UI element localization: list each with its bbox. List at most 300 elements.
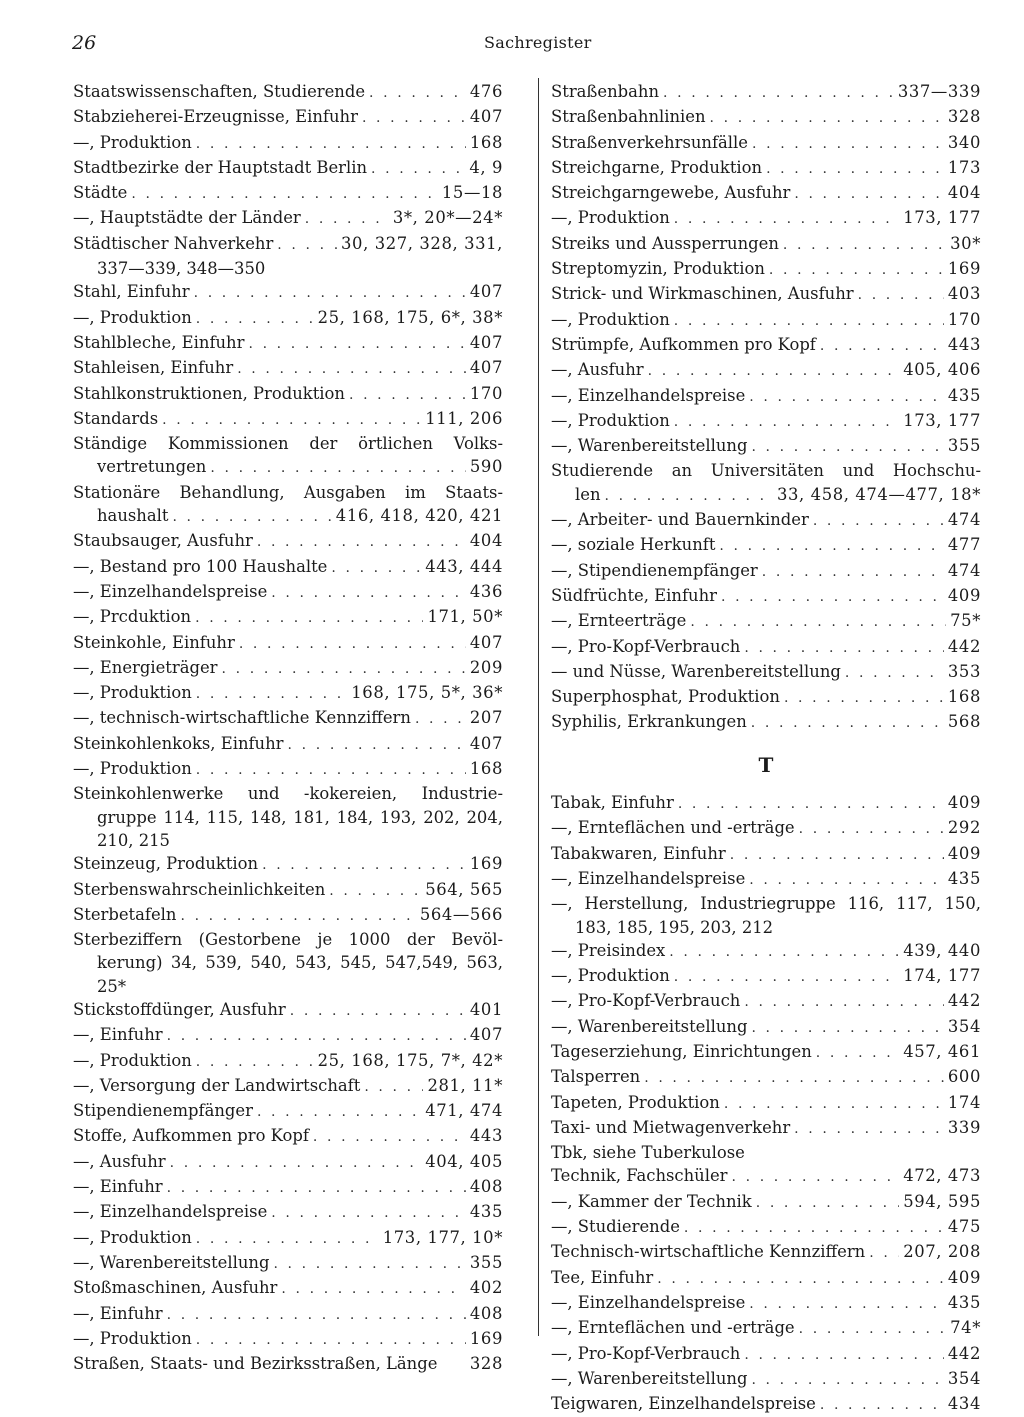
dot-leader <box>730 844 944 867</box>
dot-leader <box>820 1394 944 1417</box>
entry-term: Syphilis, Erkrankungen <box>551 712 747 732</box>
dot-leader <box>313 1126 466 1149</box>
entry-term: Stoßmaschinen, Ausfuhr <box>73 1278 278 1298</box>
dot-leader <box>663 82 894 105</box>
entry-term: Superphosphat, Produktion <box>551 687 780 707</box>
entry-term: Sterbetafeln <box>73 904 177 924</box>
entry-term: Stadtbezirke der Hauptstadt Berlin <box>73 157 368 177</box>
entry-pages: 355 <box>469 1252 503 1272</box>
index-entry <box>551 1367 981 1392</box>
index-entry <box>551 660 981 685</box>
entry-term: Städte <box>73 183 128 203</box>
entry-pages: 442 <box>947 636 981 656</box>
entry-term: —, soziale Herkunft <box>551 535 716 555</box>
index-entry <box>551 1116 981 1141</box>
entry-term: Steinkohle, Einfuhr <box>73 632 235 652</box>
dot-leader <box>180 905 415 928</box>
entry-pages: 30, 327, 328, 331, <box>341 233 503 253</box>
dot-leader <box>690 611 946 634</box>
entry-pages: 168 <box>469 759 503 779</box>
entry-continuation <box>73 455 503 480</box>
dot-leader <box>684 1217 944 1240</box>
index-entry <box>73 1200 503 1225</box>
entry-pages: 353 <box>947 661 981 681</box>
entry-term: Standards <box>73 408 159 428</box>
entry-term: Stahlbleche, Einfuhr <box>73 332 245 352</box>
dot-leader <box>794 1118 944 1141</box>
entry-term: vertretungen <box>97 457 207 477</box>
index-entry <box>551 892 981 939</box>
entry-term: Tbk, siehe Tuberkulose <box>551 1143 745 1163</box>
dot-leader <box>167 1304 466 1327</box>
dot-leader <box>644 1067 944 1090</box>
entry-pages: 355 <box>947 436 981 456</box>
dot-leader <box>669 941 899 964</box>
index-entry <box>551 156 981 181</box>
entry-term: —, Stipendienempfänger <box>551 560 758 580</box>
entry-term: Stabzieherei-Erzeugnisse, Einfuhr <box>73 107 358 127</box>
entry-pages: 475 <box>947 1217 981 1237</box>
entry-term: —, Preisindex <box>551 940 666 960</box>
index-entry <box>551 1240 981 1265</box>
entry-pages: 407 <box>469 107 503 127</box>
entry-term: Streiks und Aussperrungen <box>551 233 779 253</box>
entry-term: —, Einzelhandelspreise <box>73 1202 268 1222</box>
dot-leader <box>196 1051 314 1074</box>
entry-pages: 281, 11* <box>427 1075 503 1095</box>
entry-pages: 401 <box>469 999 503 1019</box>
entry-pages: 170 <box>947 309 981 329</box>
entry-pages: 207, 208 <box>903 1242 981 1262</box>
entry-pages: 75* <box>950 611 981 631</box>
entry-term: —, Einfuhr <box>73 1177 163 1197</box>
index-column-left <box>73 80 503 1377</box>
dot-leader <box>290 1000 466 1023</box>
entry-pages: 435 <box>947 868 981 888</box>
index-entry <box>73 1175 503 1200</box>
entry-pages: 169 <box>947 259 981 279</box>
dot-leader <box>222 658 466 681</box>
entry-term: —, Ernteflächen und -erträge <box>551 818 795 838</box>
index-entry <box>73 555 503 580</box>
entry-pages: 409 <box>947 793 981 813</box>
index-column-right <box>551 80 981 1417</box>
entry-term: —, Warenbereitstellung <box>551 1368 748 1388</box>
index-entry <box>73 306 503 331</box>
dot-leader <box>262 854 466 877</box>
entry-pages: 408 <box>469 1303 503 1323</box>
dot-leader <box>751 1369 943 1392</box>
dot-leader <box>744 1344 944 1367</box>
entry-term: —, Ernteflächen und -erträge <box>551 1318 795 1338</box>
entry-term: Tabak, Einfuhr <box>551 793 674 813</box>
index-entry <box>551 1215 981 1240</box>
entry-term: —, Studierende <box>551 1217 680 1237</box>
index-entry <box>551 1091 981 1116</box>
entry-term: —, Produktion <box>73 759 192 779</box>
dot-leader <box>271 582 466 605</box>
index-entry <box>551 609 981 634</box>
index-entry <box>73 407 503 432</box>
index-entry <box>551 939 981 964</box>
entry-pages: 292 <box>947 818 981 838</box>
dot-leader <box>744 637 944 660</box>
dot-leader <box>305 208 389 231</box>
entry-pages: 443, 444 <box>425 556 503 576</box>
entry-term: —, Produktion <box>73 1050 192 1070</box>
index-entry <box>551 1190 981 1215</box>
index-entry <box>551 791 981 816</box>
entry-term: —, Ernteerträge <box>551 611 687 631</box>
index-entry <box>551 257 981 282</box>
entry-pages: 404 <box>947 183 981 203</box>
index-entry <box>551 1065 981 1090</box>
index-entry <box>73 580 503 605</box>
index-entry <box>73 1124 503 1149</box>
index-entry <box>551 282 981 307</box>
entry-pages: 435 <box>947 385 981 405</box>
entry-term: —, Prcduktion <box>73 607 192 627</box>
index-entry <box>551 685 981 710</box>
entry-pages: 405, 406 <box>903 360 981 380</box>
dot-leader <box>195 607 423 630</box>
entry-term: Staubsauger, Ausfuhr <box>73 531 253 551</box>
index-entry <box>73 105 503 130</box>
entry-pages: 472, 473 <box>903 1166 981 1186</box>
dot-leader <box>845 662 944 685</box>
dot-leader <box>751 712 944 735</box>
index-entry <box>551 533 981 558</box>
index-entry <box>551 508 981 533</box>
entry-continuation: 25* <box>97 976 127 996</box>
entry-term: —, Produktion <box>73 1227 192 1247</box>
dot-leader <box>783 234 946 257</box>
dot-leader <box>170 1152 422 1175</box>
entry-term: Stipendienempfänger <box>73 1101 253 1121</box>
dot-leader <box>751 1017 943 1040</box>
entry-pages: 74* <box>950 1318 981 1338</box>
entry-pages: 328 <box>947 107 981 127</box>
dot-leader <box>167 1025 466 1048</box>
dot-leader <box>415 708 466 731</box>
dot-leader <box>749 869 944 892</box>
index-entry <box>73 656 503 681</box>
entry-pages: 339 <box>947 1117 981 1137</box>
entry-pages: 173, 177, 10* <box>382 1227 503 1247</box>
entry-term: —, Produktion <box>73 307 192 327</box>
entry-pages: 407 <box>469 632 503 652</box>
dot-leader <box>196 759 466 782</box>
entry-pages: 443 <box>469 1126 503 1146</box>
index-entry <box>551 434 981 459</box>
dot-leader <box>196 133 466 156</box>
entry-pages: 590 <box>469 457 503 477</box>
entry-pages: 404 <box>469 531 503 551</box>
dot-leader <box>674 310 944 333</box>
entry-pages: 408 <box>469 1177 503 1197</box>
entry-pages: 564, 565 <box>425 879 503 899</box>
dot-leader <box>794 183 944 206</box>
dot-leader <box>271 1202 466 1225</box>
index-entry <box>73 878 503 903</box>
index-entry <box>551 964 981 989</box>
index-entry <box>73 481 503 530</box>
dot-leader <box>724 1093 944 1116</box>
dot-leader <box>766 158 944 181</box>
dot-leader <box>799 818 944 841</box>
index-entry <box>551 1015 981 1040</box>
dot-leader <box>329 880 421 903</box>
dot-leader <box>756 1192 899 1215</box>
entry-term: Strick- und Wirkmaschinen, Ausfuhr <box>551 284 854 304</box>
index-entry <box>73 331 503 356</box>
entry-pages: 443 <box>947 334 981 354</box>
index-entry <box>551 131 981 156</box>
dot-leader <box>784 687 944 710</box>
index-entry <box>551 1392 981 1417</box>
index-entry <box>73 529 503 554</box>
page-number: 26 <box>72 32 97 54</box>
entry-heading-line: —, Herstellung, Industriegruppe 116, 117, 150, <box>551 894 981 914</box>
entry-term: —, Produktion <box>73 132 192 152</box>
entry-pages: 168 <box>469 132 503 152</box>
index-entry <box>551 1040 981 1065</box>
entry-term: Tabakwaren, Einfuhr <box>551 843 726 863</box>
index-section-t <box>551 791 981 1417</box>
dot-leader <box>751 436 943 459</box>
dot-leader <box>131 183 438 206</box>
dot-leader <box>674 208 899 231</box>
entry-continuation: kerung) 34, 539, 540, 543, 545, 547,549, 563, <box>97 953 503 973</box>
index-entry <box>73 206 503 231</box>
index-entry <box>551 1266 981 1291</box>
entry-pages: 209 <box>469 657 503 677</box>
index-section-s <box>551 80 981 736</box>
index-entry <box>73 131 503 156</box>
entry-pages: 568 <box>947 712 981 732</box>
index-entry <box>551 842 981 867</box>
dot-leader <box>196 1228 379 1251</box>
index-entry <box>73 1049 503 1074</box>
entry-pages: 25, 168, 175, 7*, 42* <box>317 1050 503 1070</box>
index-entry <box>551 1291 981 1316</box>
index-entry <box>73 605 503 630</box>
entry-pages: 403 <box>947 284 981 304</box>
entry-pages: 3*, 20*—24* <box>392 208 503 228</box>
entry-term: —, Produktion <box>551 208 670 228</box>
entry-term: Streichgarne, Produktion <box>551 157 763 177</box>
index-entry <box>551 384 981 409</box>
entry-term: —, Einzelhandelspreise <box>551 868 746 888</box>
dot-leader <box>196 683 348 706</box>
index-entry <box>551 308 981 333</box>
entry-term: Taxi- und Mietwagenverkehr <box>551 1117 791 1137</box>
index-entry <box>73 1074 503 1099</box>
entry-pages: 476 <box>469 82 503 101</box>
entry-pages: 30* <box>950 233 981 253</box>
entry-heading-line: Ständige Kommissionen der örtlichen Volks- <box>73 434 503 454</box>
dot-leader <box>196 308 314 331</box>
entry-term: —, Pro-Kopf-Verbrauch <box>551 636 741 656</box>
entry-pages: 25, 168, 175, 6*, 38* <box>317 307 503 327</box>
index-entry <box>73 1023 503 1048</box>
entry-term: —, Kammer der Technik <box>551 1191 752 1211</box>
entry-term: Staatswissenschaften, Studierende <box>73 82 366 101</box>
index-entry <box>73 757 503 782</box>
dot-leader <box>762 561 944 584</box>
entry-pages: 171, 50* <box>427 607 503 627</box>
entry-term: Tee, Einfuhr <box>551 1267 654 1287</box>
entry-term: Steinkohlenkoks, Einfuhr <box>73 733 284 753</box>
entry-pages: 168 <box>947 687 981 707</box>
dot-leader <box>167 1177 466 1200</box>
index-entry <box>551 358 981 383</box>
entry-pages: 407 <box>469 733 503 753</box>
entry-term: Technisch-wirtschaftliche Kennziffern <box>551 1242 866 1262</box>
index-entry <box>551 1342 981 1367</box>
index-entry <box>73 1276 503 1301</box>
entry-pages: 409 <box>947 843 981 863</box>
entry-term: Strümpfe, Aufkommen pro Kopf <box>551 334 816 354</box>
entry-term: Straßenverkehrsunfälle <box>551 132 748 152</box>
dot-leader <box>369 82 466 105</box>
entry-heading-line: Studierende an Universitäten und Hochschu- <box>551 461 981 481</box>
entry-pages: 168, 175, 5*, 36* <box>351 683 503 703</box>
index-entry <box>73 280 503 305</box>
dot-leader <box>858 284 944 307</box>
entry-pages: 442 <box>947 991 981 1011</box>
entry-pages: 409 <box>947 585 981 605</box>
index-entry <box>551 584 981 609</box>
entry-term: Stahleisen, Einfuhr <box>73 358 234 378</box>
entry-term: Technik, Fachschüler <box>551 1166 728 1186</box>
entry-continuation <box>73 504 503 529</box>
entry-term: —, technisch-wirtschaftliche Kennziffern <box>73 708 411 728</box>
entry-continuation <box>551 483 981 508</box>
entry-pages: 600 <box>947 1067 981 1087</box>
index-entry <box>551 816 981 841</box>
entry-pages: 471, 474 <box>425 1101 503 1121</box>
index-entry <box>551 1316 981 1341</box>
dot-leader <box>752 133 944 156</box>
entry-heading-line: Steinkohlenwerke und -kokereien, Industrie- <box>73 784 503 804</box>
entry-term: Teigwaren, Einzelhandelspreise <box>551 1394 816 1414</box>
entry-continuation: 337—339, 348—350 <box>97 259 266 279</box>
entry-continuation: 210, 215 <box>97 830 170 850</box>
dot-leader <box>749 386 944 409</box>
section-letter-t: T <box>758 752 774 777</box>
entry-term: Sterbenswahrscheinlichkeiten <box>73 879 326 899</box>
dot-leader <box>237 358 466 381</box>
dot-leader <box>281 1278 466 1301</box>
index-entry <box>73 998 503 1023</box>
entry-pages: 564—566 <box>419 904 503 924</box>
entry-term: Stoffe, Aufkommen pro Kopf <box>73 1126 309 1146</box>
entry-pages: 354 <box>947 1368 981 1388</box>
dot-leader <box>362 107 466 130</box>
entry-term: —, Arbeiter- und Bauernkinder <box>551 510 809 530</box>
entry-term: — und Nüsse, Warenbereitstellung <box>551 661 841 681</box>
entry-pages: 435 <box>469 1202 503 1222</box>
entry-term: —, Einfuhr <box>73 1025 163 1045</box>
entry-term: —, Pro-Kopf-Verbrauch <box>551 991 741 1011</box>
entry-term: —, Pro-Kopf-Verbrauch <box>551 1343 741 1363</box>
entry-term: —, Energieträger <box>73 657 218 677</box>
dot-leader <box>257 531 466 554</box>
entry-pages: 340 <box>947 132 981 152</box>
dot-leader <box>371 158 465 181</box>
index-entry <box>551 635 981 660</box>
entry-pages: 174, 177 <box>903 966 981 986</box>
index-entry <box>551 710 981 735</box>
entry-term: —, Einzelhandelspreise <box>73 581 268 601</box>
entry-term: Talsperren <box>551 1067 641 1087</box>
entry-pages: 4, 9 <box>469 157 503 177</box>
index-entry <box>551 867 981 892</box>
entry-pages: 407 <box>469 332 503 352</box>
index-entry <box>73 782 503 852</box>
entry-term: Streptomyzin, Produktion <box>551 259 765 279</box>
index-entry <box>73 356 503 381</box>
running-head: Sachregister <box>484 33 592 52</box>
index-entry <box>73 1150 503 1175</box>
entry-term: Straßenbahn <box>551 82 660 101</box>
dot-leader <box>674 966 899 989</box>
index-entry <box>73 432 503 481</box>
entry-term: haushalt <box>97 506 169 526</box>
entry-pages: 402 <box>469 1278 503 1298</box>
dot-leader <box>210 457 466 480</box>
index-entry <box>73 181 503 206</box>
dot-leader <box>769 259 944 282</box>
index-entry <box>73 80 503 105</box>
entry-pages: 354 <box>947 1016 981 1036</box>
entry-term: —, Warenbereitstellung <box>551 436 748 456</box>
dot-leader <box>648 360 900 383</box>
dot-leader <box>257 1101 421 1124</box>
entry-pages: 173 <box>947 157 981 177</box>
entry-term: Stickstoffdünger, Ausfuhr <box>73 999 286 1019</box>
entry-pages: 169 <box>469 1328 503 1348</box>
index-entry <box>551 333 981 358</box>
entry-continuation: 183, 185, 195, 203, 212 <box>575 917 774 937</box>
entry-pages: 442 <box>947 1343 981 1363</box>
entry-pages: 337—339 <box>897 82 981 101</box>
index-entry <box>73 631 503 656</box>
entry-pages: 15—18 <box>441 183 503 203</box>
entry-term: —, Produktion <box>73 1328 192 1348</box>
dot-leader <box>749 1293 944 1316</box>
dot-leader <box>732 1166 900 1189</box>
entry-pages: 173, 177 <box>903 208 981 228</box>
index-entry <box>73 1099 503 1124</box>
index-entry <box>551 232 981 257</box>
entry-pages: 404, 405 <box>425 1151 503 1171</box>
entry-term: —, Einzelhandelspreise <box>551 1292 746 1312</box>
index-entry <box>73 1251 503 1276</box>
dot-leader <box>721 586 944 609</box>
index-entry <box>73 706 503 731</box>
dot-leader <box>364 1076 423 1099</box>
entry-term: Stahlkonstruktionen, Produktion <box>73 383 345 403</box>
entry-term: —, Einzelhandelspreise <box>551 385 746 405</box>
entry-pages: 409 <box>947 1267 981 1287</box>
dot-leader <box>744 991 944 1014</box>
entry-pages: 207 <box>469 708 503 728</box>
index-entry <box>551 1141 981 1164</box>
dot-leader <box>349 384 466 407</box>
entry-pages: 457, 461 <box>903 1041 981 1061</box>
